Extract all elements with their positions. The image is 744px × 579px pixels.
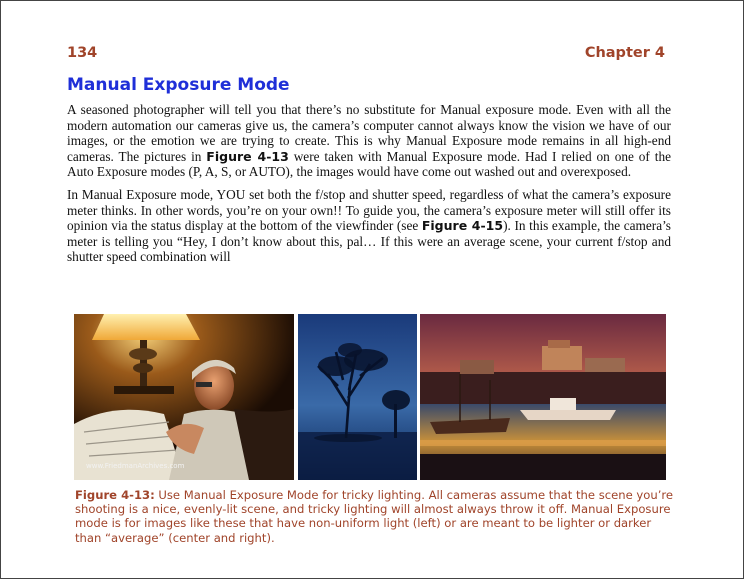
paragraph-2-text-a: In Manual Exposure mode, YOU set both the f/stop and shutter speed, regardless of what the camera’s exposure meter thinks. In other words, you’re on your own!! To guide you, the camera’s exposure meter will still offer its opinion via the status display at the bottom of the viewfinder (see — [67, 186, 671, 234]
caption-text: Use Manual Exposure Mode for tricky lighting. All cameras assume that the scene you’re shooting is a nice, evenly-lit scene, and tricky lighting will almost always throw it off. Manual Exposure mode is for images like these that have non-uniform light (left) or are meant to be lighter or darker than “average” (center and right). — [75, 488, 674, 545]
caption-label: Figure 4-13: — [75, 488, 155, 502]
paragraph-2-text-b: ). In this example, the camera’s meter is telling you “Hey, I don’t know about this, pal… If this were an average scene, your current f/stop and shutter speed combination will — [67, 218, 671, 265]
running-header — [67, 45, 665, 61]
photo-watermark: www.FriedmanArchives.com — [86, 462, 185, 470]
photo-harbor-sunset — [420, 314, 666, 480]
page-number: 134 — [67, 45, 98, 61]
figure-ref-4-15: Figure 4-15 — [421, 218, 504, 234]
section-title: Manual Exposure Mode — [67, 75, 290, 95]
chapter-label: Chapter 4 — [584, 45, 665, 61]
paragraph-1-text-a: A seasoned photographer will tell you that there’s no substitute for Manual exposure mode. Even with all the modern automation our cameras give us, the camera’s computer cannot always know the vision we have of our images, or the emotion we are trying to create. This is why Manual Exposure mode remains in all high-end cameras. The pictures in — [67, 102, 671, 164]
figure-ref-4-13: Figure 4-13 — [206, 148, 289, 164]
photo-man-reading-lamp — [74, 314, 294, 480]
paragraph-2 — [67, 187, 671, 265]
figure-caption — [75, 488, 675, 545]
paragraph-1 — [67, 102, 671, 180]
paragraph-1-text-b: were taken with Manual Exposure mode. Had I relied on one of the Auto Exposure modes (P, A, S, or AUTO), the images would have come out washed out and overexposed. — [67, 148, 671, 180]
photo-blue-tree — [298, 314, 417, 480]
body-text — [67, 102, 671, 272]
